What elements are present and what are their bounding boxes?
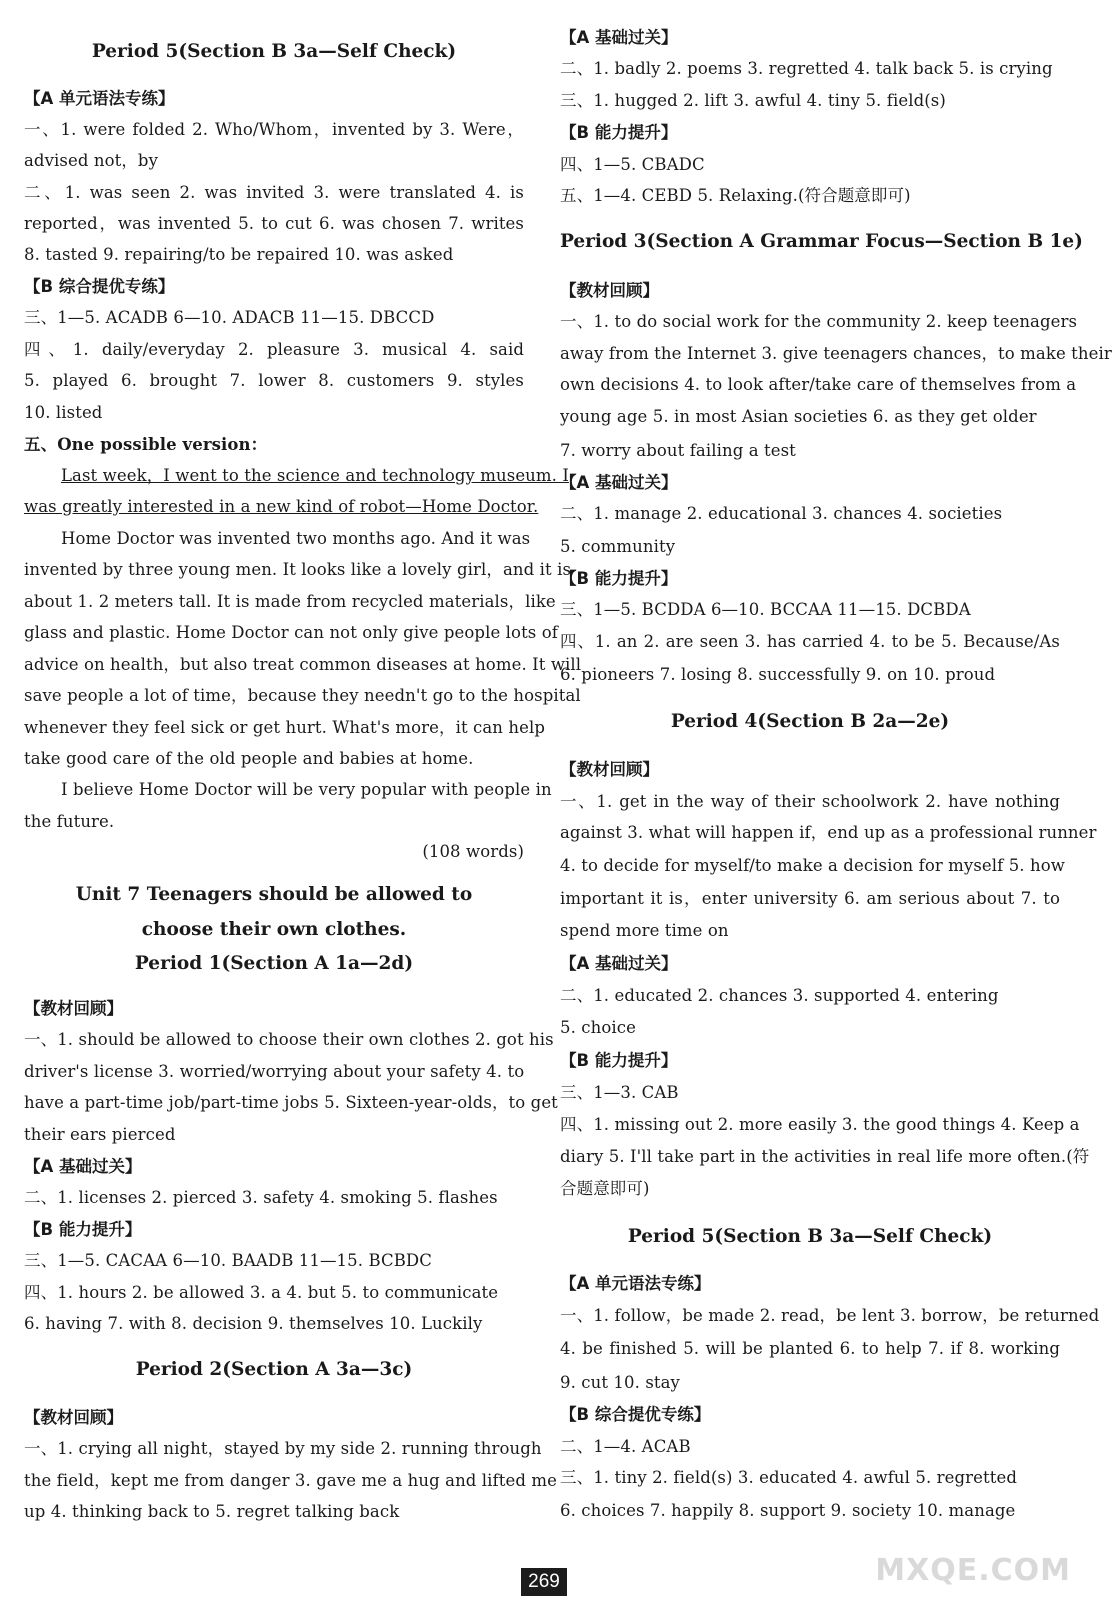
section-heading: Period 4(Section B 2a—2e) <box>670 711 950 732</box>
answer-line: invented by three young men. It looks like a lovely girl，and it is <box>24 560 572 579</box>
answer-line: spend more time on <box>560 921 729 940</box>
answer-line: save people a lot of time，because they needn't go to the hospital <box>24 686 581 705</box>
answer-line: 三、1—3. CAB <box>560 1083 679 1102</box>
answer-line: advised not，by <box>24 151 159 170</box>
answer-line: whenever they feel sick or get hurt. What's more，it can help <box>24 718 545 737</box>
answer-line: the field，kept me from danger 3. gave me a hug and lifted me <box>24 1471 557 1490</box>
answer-line: 6. having 7. with 8. decision 9. themselves 10. Luckily <box>24 1314 483 1333</box>
section-tag: 【B 能力提升】 <box>560 123 678 142</box>
answer-line: their ears pierced <box>24 1125 176 1144</box>
section-heading: Period 1(Section A 1a—2d) <box>134 953 414 974</box>
answer-line: 四、1. hours 2. be allowed 3. a 4. but 5. to communicate <box>24 1283 499 1302</box>
section-tag: 【B 综合提优专练】 <box>560 1405 711 1424</box>
answer-line: the future. <box>24 812 115 831</box>
answer-line: 二、1. licenses 2. pierced 3. safety 4. smoking 5. flashes <box>24 1188 498 1207</box>
answer-line: up 4. thinking back to 5. regret talking back <box>24 1502 400 1521</box>
answer-line: 一、1. get in the way of their schoolwork 2. have nothing <box>560 792 1060 811</box>
answer-line: away from the Internet 3. give teenagers chances，to make their <box>560 344 1112 363</box>
section-tag: 【A 基础过关】 <box>560 28 678 47</box>
answer-line: 三、1—5. CACAA 6—10. BAADB 11—15. BCBDC <box>24 1251 432 1270</box>
answer-line: 二、1. badly 2. poems 3. regretted 4. talk back 5. is crying <box>560 59 1053 78</box>
answer-line: 三、1. tiny 2. field(s) 3. educated 4. awful 5. regretted <box>560 1468 1018 1487</box>
answer-line: 二、1—4. ACAB <box>560 1437 691 1456</box>
section-tag: 【A 基础过关】 <box>560 473 678 492</box>
answer-line: driver's license 3. worried/worrying about your safety 4. to <box>24 1062 525 1081</box>
answer-line: 五、1—4. CEBD 5. Relaxing.(符合题意即可) <box>560 186 911 205</box>
answer-line: 三、1. hugged 2. lift 3. awful 4. tiny 5. field(s) <box>560 91 946 110</box>
section-heading: Unit 7 Teenagers should be allowed to <box>75 884 473 905</box>
answer-line: 5. community <box>560 537 676 556</box>
answer-line: 五、One possible version： <box>24 435 268 454</box>
answer-line: 一、1. should be allowed to choose their own clothes 2. got his <box>24 1030 554 1049</box>
section-tag: 【B 能力提升】 <box>560 569 678 588</box>
section-tag: 【教材回顾】 <box>24 999 123 1018</box>
answer-line: reported，was invented 5. to cut 6. was chosen 7. writes <box>24 214 524 233</box>
answer-line: 4. be finished 5. will be planted 6. to help 7. if 8. working <box>560 1339 1060 1358</box>
answer-line <box>24 465 569 487</box>
answer-line: about 1. 2 meters tall. It is made from recycled materials，like <box>24 592 556 611</box>
answer-line: 四、1—5. CBADC <box>560 155 705 174</box>
answer-line: 三、1—5. ACADB 6—10. ADACB 11—15. DBCCD <box>24 308 435 327</box>
section-tag: 【B 能力提升】 <box>560 1051 678 1070</box>
answer-line: 四、1. daily/everyday 2. pleasure 3. musical 4. said <box>24 340 524 359</box>
page-number: 269 <box>521 1568 567 1596</box>
section-heading: Period 5(Section B 3a—Self Check) <box>91 41 457 62</box>
answer-line: diary 5. I'll take part in the activities in real life more often.(符 <box>560 1147 1090 1166</box>
section-heading: Period 2(Section A 3a—3c) <box>135 1359 413 1380</box>
answer-line: I believe Home Doctor will be very popular with people in <box>61 780 552 799</box>
section-heading: choose their own clothes. <box>141 919 407 940</box>
answer-line: 二、1. was seen 2. was invited 3. were translated 4. is <box>24 183 524 202</box>
answer-line: 一、1. crying all night，stayed by my side 2. running through <box>24 1439 542 1458</box>
answer-line: important it is，enter university 6. am serious about 7. to <box>560 889 1060 908</box>
section-tag: 【A 单元语法专练】 <box>24 89 175 108</box>
answer-line: 合题意即可) <box>560 1179 650 1198</box>
underlined-text: Last week，I went to the science and technology museum. I <box>61 466 569 485</box>
answer-line: glass and plastic. Home Doctor can not only give people lots of <box>24 623 558 642</box>
section-tag: 【教材回顾】 <box>24 1408 123 1427</box>
answer-line <box>24 496 539 518</box>
answer-line: 9. cut 10. stay <box>560 1373 680 1392</box>
answer-line: 四、1. an 2. are seen 3. has carried 4. to be 5. Because/As <box>560 632 1060 651</box>
answer-line: 二、1. manage 2. educational 3. chances 4. societies <box>560 504 1003 523</box>
section-tag: 【教材回顾】 <box>560 281 659 300</box>
answer-line: 6. pioneers 7. losing 8. successfully 9. on 10. proud <box>560 665 996 684</box>
answer-line: have a part-time job/part-time jobs 5. Sixteen-year-olds，to get <box>24 1093 558 1112</box>
underlined-text: was greatly interested in a new kind of robot—Home Doctor. <box>24 497 539 516</box>
section-heading: Period 5(Section B 3a—Self Check) <box>627 1226 993 1247</box>
answer-line: against 3. what will happen if，end up as a professional runner <box>560 823 1097 842</box>
watermark: MXQE.COM <box>875 1553 1071 1588</box>
answer-line: young age 5. in most Asian societies 6. as they get older <box>560 407 1037 426</box>
answer-line: 5. choice <box>560 1018 636 1037</box>
answer-line: 三、1—5. BCDDA 6—10. BCCAA 11—15. DCBDA <box>560 600 971 619</box>
section-tag: 【B 综合提优专练】 <box>24 277 175 296</box>
answer-line: take good care of the old people and babies at home. <box>24 749 474 768</box>
answer-line: 一、1. to do social work for the community 2. keep teenagers <box>560 312 1078 331</box>
answer-line: 一、1. follow，be made 2. read，be lent 3. borrow，be returned <box>560 1306 1100 1325</box>
answer-line: 四、1. missing out 2. more easily 3. the good things 4. Keep a <box>560 1115 1080 1134</box>
answer-line: 5. played 6. brought 7. lower 8. customers 9. styles <box>24 371 524 390</box>
section-tag: 【A 基础过关】 <box>24 1157 142 1176</box>
section-heading: Period 3(Section A Grammar Focus—Section B 1e) <box>560 231 1083 252</box>
answer-line: Home Doctor was invented two months ago. And it was <box>61 529 531 548</box>
answer-line: (108 words) <box>422 842 524 861</box>
answer-line: 一、1. were folded 2. Who/Whom，invented by 3. Were， <box>24 120 524 139</box>
answer-line: 二、1. educated 2. chances 3. supported 4. entering <box>560 986 999 1005</box>
section-tag: 【A 基础过关】 <box>560 954 678 973</box>
answer-line: 10. listed <box>24 403 103 422</box>
section-tag: 【A 单元语法专练】 <box>560 1274 711 1293</box>
answer-line: 6. choices 7. happily 8. support 9. society 10. manage <box>560 1501 1016 1520</box>
section-tag: 【教材回顾】 <box>560 760 659 779</box>
section-tag: 【B 能力提升】 <box>24 1220 142 1239</box>
answer-line: advice on health，but also treat common diseases at home. It will <box>24 655 582 674</box>
answer-line: 7. worry about failing a test <box>560 441 796 460</box>
answer-line: own decisions 4. to look after/take care of themselves from a <box>560 375 1077 394</box>
answer-line: 4. to decide for myself/to make a decision for myself 5. how <box>560 856 1065 875</box>
answer-line: 8. tasted 9. repairing/to be repaired 10. was asked <box>24 245 454 264</box>
